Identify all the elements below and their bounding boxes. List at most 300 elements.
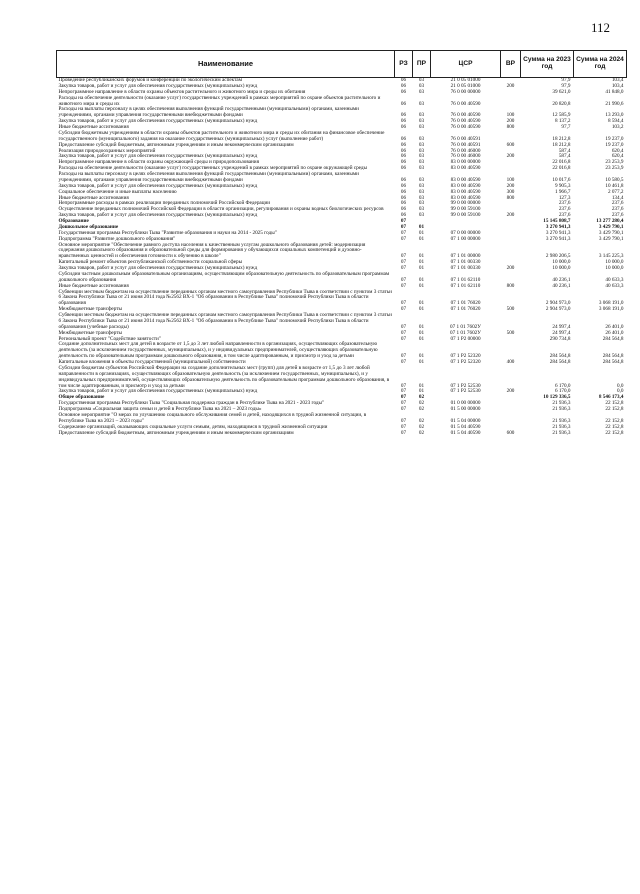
cell-vr: 400 bbox=[506, 359, 515, 365]
cell-name: Социальное обеспечение и иные выплаты населению bbox=[58, 188, 177, 195]
cell-name: Субвенции местным бюджетам на осуществление переданных органам местного самоуправления Республики Тыва в соответствии с пунктом 3 статьи 6 Закона Республики Тыва от 21 июня 2014 года №2562 ВХ-1 "Об образовании в Республике Тыва" полномочий Республики Тыва в области образования bbox=[58, 288, 392, 307]
cell-sum-2024: 23 253,9 bbox=[605, 165, 624, 172]
cell-rz: 06 bbox=[400, 100, 407, 107]
cell-csr: 07 1 01 00330 bbox=[450, 259, 481, 266]
cell-sum-2024: 23 253,9 bbox=[605, 159, 624, 166]
cell-name: Содержание организаций, оказывающих социальные услуги семьям, детям, находящимся в трудной жизненной ситуации bbox=[58, 423, 328, 430]
cell-name: Основное мероприятие "О мерах по улучшению социального обслуживания семей и детей, находящихся в трудной жизненной ситуации, в Республике Тыва на 2021 – 2023 годы" bbox=[58, 411, 367, 424]
cell-pr: 03 bbox=[418, 182, 425, 189]
cell-name: Подпрограмма «Социальная защита семьи и детей в Республике Тыва на 2021 – 2023 годы» bbox=[58, 406, 262, 412]
cell-sum-2023: 9 905,3 bbox=[554, 182, 571, 189]
cell-name: Региональный проект "Содействие занятости" bbox=[58, 335, 161, 342]
cell-csr: 07 1 Р2 52530 bbox=[450, 388, 481, 395]
cell-rz: 07 bbox=[400, 235, 407, 242]
cell-sum-2024: 22 152,8 bbox=[605, 406, 624, 412]
cell-sum-2023: 21 936,3 bbox=[552, 417, 571, 424]
cell-sum-2024: 620,4 bbox=[611, 153, 624, 160]
cell-name: Образование bbox=[58, 218, 89, 224]
cell-vr bbox=[501, 313, 521, 331]
cell-sum-2024: 237,6 bbox=[611, 212, 624, 219]
cell-pr: 03 bbox=[418, 153, 425, 160]
cell-pr: 01 bbox=[418, 229, 425, 236]
cell-rz: 06 bbox=[400, 88, 407, 95]
cell-csr: 76 0 00 40591 bbox=[450, 135, 481, 142]
cell-csr: 07 1 01 76020 bbox=[450, 306, 481, 313]
cell-rz: 06 bbox=[400, 165, 407, 172]
cell-sum-2023: 40 236,1 bbox=[552, 282, 571, 289]
cell-rz: 06 bbox=[400, 135, 407, 142]
cell-name: Основное мероприятие "Обеспечение равного доступа населения к качественным услугам дошкольного образования детей: модернизация содержания дошкольного образования и образовательной среды для формирования у обучающихся социальных компетенций и духовно-нравственных ценностей и обеспечения готовности к обучению в школе" bbox=[58, 241, 366, 260]
cell-name: Предоставление субсидий бюджетным, автономным учреждениям и иным некоммерческим организациям bbox=[58, 429, 294, 436]
cell-name: Непрограммные расходы в рамках реализации переданных полномочий Российской Федерации bbox=[58, 200, 271, 207]
cell-pr: 01 bbox=[418, 306, 425, 313]
cell-pr: 01 bbox=[418, 259, 425, 266]
cell-rz: 07 bbox=[400, 223, 407, 230]
cell-csr: 83 0 00 40590 bbox=[450, 165, 481, 172]
cell-rz: 07 bbox=[400, 265, 407, 271]
table-row bbox=[57, 290, 627, 308]
cell-vr: 200 bbox=[506, 265, 515, 271]
cell-pr: 02 bbox=[418, 394, 425, 401]
cell-name: Общее образование bbox=[58, 394, 105, 401]
cell-pr: 01 bbox=[418, 253, 425, 260]
cell-sum-2023: 21 936,3 bbox=[552, 423, 571, 430]
header-rz: РЗ bbox=[395, 51, 413, 78]
header-sum-2024: Сумма на 2024 год bbox=[574, 51, 627, 78]
cell-sum-2024: 620,4 bbox=[611, 147, 624, 154]
cell-csr: 01 5 04 40590 bbox=[450, 429, 481, 436]
cell-vr bbox=[501, 131, 521, 143]
cell-sum-2024: 10 461,8 bbox=[605, 182, 624, 189]
cell-pr: 03 bbox=[418, 77, 425, 83]
cell-sum-2023: 10 129 336,5 bbox=[543, 394, 571, 401]
cell-sum-2023: 2 904 973,0 bbox=[545, 300, 571, 307]
cell-rz: 06 bbox=[400, 200, 407, 207]
cell-sum-2023: 237,6 bbox=[558, 200, 571, 207]
cell-sum-2024: 10 580,5 bbox=[605, 176, 624, 183]
cell-csr: 76 0 00 46000 bbox=[450, 147, 481, 154]
cell-name: Капитальный ремонт объектов республиканской собственности социальной сферы bbox=[58, 259, 243, 266]
cell-rz: 07 bbox=[400, 282, 407, 289]
cell-sum-2023: 10 000,0 bbox=[552, 265, 571, 271]
cell-csr: 01 5 04 40590 bbox=[450, 423, 481, 430]
table-row bbox=[57, 243, 627, 261]
cell-sum-2023: 22 016,8 bbox=[552, 165, 571, 172]
cell-csr: 76 0 00 40591 bbox=[450, 141, 481, 148]
page-number: 112 bbox=[590, 20, 610, 35]
cell-name: Закупка товаров, работ и услуг для обеспечения государственных (муниципальных) нужд bbox=[58, 82, 258, 89]
cell-sum-2024: 13 277 280,4 bbox=[596, 218, 624, 224]
cell-rz: 07 bbox=[400, 329, 407, 336]
header-sum-2023: Сумма на 2023 год bbox=[521, 51, 574, 78]
cell-vr: 800 bbox=[506, 282, 515, 289]
cell-pr: 03 bbox=[418, 82, 425, 89]
cell-vr: 200 bbox=[506, 153, 515, 160]
cell-csr: 07 1 Р2 52320 bbox=[450, 353, 481, 360]
cell-name: Закупка товаров, работ и услуг для обеспечения государственных (муниципальных) нужд bbox=[58, 388, 258, 395]
cell-rz: 07 bbox=[400, 218, 407, 224]
cell-pr: 03 bbox=[418, 124, 425, 130]
cell-sum-2024: 237,6 bbox=[611, 200, 624, 207]
table-row bbox=[57, 366, 627, 390]
cell-sum-2024: 2 077,2 bbox=[607, 188, 624, 195]
cell-sum-2024: 3 429 790,1 bbox=[598, 229, 624, 236]
cell-sum-2024: 0,0 bbox=[617, 388, 624, 395]
cell-csr: 07 1 01 62110 bbox=[450, 282, 481, 289]
cell-sum-2023: 3 270 941,3 bbox=[545, 223, 571, 230]
cell-pr: 03 bbox=[418, 206, 425, 213]
cell-sum-2023: 237,6 bbox=[558, 212, 571, 219]
cell-csr: 99 0 00 00000 bbox=[450, 200, 481, 207]
cell-name: Субсидии бюджетам субъектов Российской Федерации на создание дополнительных мест (групп) для детей в возрасте от 1,5 до 3 лет любой направленности в организациях, осуществляющих образовательную деятельность (за исключением государственных, муниципальных), и у индивидуальных предпринимателей, осуществляющих образовательную деятельность по образовательным программам дошкольного образования, в том числе адаптированным, и присмотр и уход за детьми bbox=[58, 364, 390, 389]
cell-rz: 06 bbox=[400, 159, 407, 166]
cell-name: Закупка товаров, работ и услуг для обеспечения государственных (муниципальных) нужд bbox=[58, 265, 258, 271]
cell-csr: 07 1 Р2 00000 bbox=[450, 335, 481, 342]
cell-sum-2024: 3 429 790,1 bbox=[598, 235, 624, 242]
cell-sum-2023: 6 170,0 bbox=[554, 388, 571, 395]
cell-sum-2024: 3 068 191,0 bbox=[598, 306, 624, 313]
cell-sum-2024: 103,2 bbox=[611, 124, 624, 130]
cell-rz: 07 bbox=[400, 429, 407, 436]
cell-sum-2024: 41 848,0 bbox=[605, 88, 624, 95]
cell-sum-2023: 8 137,2 bbox=[554, 118, 571, 125]
cell-rz: 06 bbox=[400, 194, 407, 201]
cell-pr: 03 bbox=[418, 112, 425, 119]
cell-csr: 76 0 00 00000 bbox=[450, 88, 481, 95]
cell-sum-2024: 134,4 bbox=[611, 194, 624, 201]
cell-sum-2024: 8 594,4 bbox=[607, 118, 624, 125]
cell-sum-2023: 18 212,8 bbox=[552, 135, 571, 142]
table-row bbox=[57, 172, 627, 184]
cell-csr: 07 1 01 62110 bbox=[450, 276, 481, 283]
cell-vr bbox=[501, 366, 521, 390]
cell-sum-2023: 18 212,8 bbox=[552, 141, 571, 148]
cell-pr: 03 bbox=[418, 200, 425, 207]
cell-sum-2024: 8 546 173,4 bbox=[598, 394, 624, 401]
cell-csr: 76 0 00 40590 bbox=[450, 100, 481, 107]
cell-pr: 03 bbox=[418, 147, 425, 154]
cell-name: Непрограммное направление в области охраны окружающей среды и природопользования bbox=[58, 159, 259, 166]
cell-name: Межбюджетные трансферты bbox=[58, 306, 123, 313]
cell-csr: 21 0 05 01000 bbox=[450, 77, 481, 83]
cell-name: Создание дополнительных мест для детей в возрасте от 1,5 до 3 лет любой направленности в организациях, осуществляющих образовательную деятельность (за исключением государственных, муниципальных), и у индивидуальных предпринимателей, осуществляющих образовательную деятельность по образовательным программам дошкольного образования, в том числе адаптированным, и присмотр и уход за детьми bbox=[58, 341, 378, 360]
cell-csr: 83 0 00 40590 bbox=[450, 194, 481, 201]
cell-rz: 07 bbox=[400, 259, 407, 266]
cell-vr: 100 bbox=[506, 112, 515, 119]
cell-pr: 02 bbox=[418, 429, 425, 436]
cell-vr: 200 bbox=[506, 82, 515, 89]
cell-pr: 01 bbox=[418, 335, 425, 342]
cell-sum-2023: 21 936,3 bbox=[552, 406, 571, 412]
cell-name: Субсидии частным дошкольным образовательным организациям, осуществляющим образовательную деятельность по образовательным программам дошкольного образования bbox=[58, 270, 390, 283]
cell-sum-2023: 97,9 bbox=[561, 82, 571, 89]
cell-name: Расходы на обеспечение деятельности (оказание услуг) государственных учреждений в рамках мероприятий по охране окружающей среды bbox=[58, 165, 368, 172]
cell-sum-2024: 21 990,6 bbox=[605, 100, 624, 107]
table-body bbox=[57, 78, 627, 437]
cell-rz: 07 bbox=[400, 323, 407, 330]
cell-pr: 01 bbox=[418, 329, 425, 336]
cell-sum-2024: 40 633,3 bbox=[605, 276, 624, 283]
cell-name: Расходы на обеспечение деятельности (оказание услуг) государственных учреждений в рамках мероприятий по охране объектов растительного и животного мира и среды их bbox=[58, 94, 381, 107]
cell-sum-2023: 39 621,0 bbox=[552, 88, 571, 95]
cell-csr: 07 1 01 00000 bbox=[450, 253, 481, 260]
cell-pr: 01 bbox=[418, 223, 425, 230]
cell-csr: 07 1 01 7602У bbox=[450, 323, 481, 330]
cell-name: Субсидии бюджетным учреждениям в области охраны объектов растительного и животного мира и среды их обитания на финансовое обеспечение государственного (муниципального) задания на оказание государственных (муниципальных) услуг (выполнение работ) bbox=[58, 129, 385, 142]
cell-sum-2023: 22 016,8 bbox=[552, 159, 571, 166]
cell-sum-2024: 13 293,0 bbox=[605, 112, 624, 119]
cell-pr: 03 bbox=[418, 194, 425, 201]
table-header bbox=[57, 51, 627, 78]
cell-csr: 01 5 00 00000 bbox=[450, 406, 481, 412]
cell-vr: 500 bbox=[506, 329, 515, 336]
table-row bbox=[57, 431, 627, 437]
cell-csr: 83 0 00 00000 bbox=[450, 159, 481, 166]
cell-sum-2023: 284 564,8 bbox=[549, 353, 571, 360]
cell-csr: 76 0 00 46000 bbox=[450, 153, 481, 160]
cell-sum-2023: 284 564,8 bbox=[549, 359, 571, 365]
cell-sum-2023: 1 966,7 bbox=[554, 188, 571, 195]
header-pr: ПР bbox=[413, 51, 431, 78]
cell-pr: 03 bbox=[418, 135, 425, 142]
cell-sum-2024: 284 564,8 bbox=[602, 353, 624, 360]
cell-name: Иные бюджетные ассигнования bbox=[58, 282, 129, 289]
cell-name: Осуществление переданных полномочий Российской Федерации в области организации, регулирования и охраны водных биологических ресурсов bbox=[58, 206, 384, 213]
cell-rz: 07 bbox=[400, 406, 407, 412]
cell-sum-2024: 26 401,0 bbox=[605, 329, 624, 336]
cell-pr: 01 bbox=[418, 382, 425, 389]
cell-name: Дошкольное образование bbox=[58, 223, 119, 230]
cell-rz: 07 bbox=[400, 306, 407, 313]
cell-vr: 500 bbox=[506, 306, 515, 313]
cell-sum-2023: 97,7 bbox=[561, 124, 571, 130]
cell-rz: 07 bbox=[400, 353, 407, 360]
cell-sum-2023: 10 017,6 bbox=[552, 176, 571, 183]
cell-pr: 02 bbox=[418, 406, 425, 412]
cell-sum-2024: 22 152,8 bbox=[605, 429, 624, 436]
cell-csr: 07 1 01 00330 bbox=[450, 265, 481, 271]
cell-sum-2024: 103,4 bbox=[611, 77, 624, 83]
cell-sum-2023: 3 270 941,3 bbox=[545, 235, 571, 242]
cell-pr: 03 bbox=[418, 118, 425, 125]
cell-rz: 06 bbox=[400, 188, 407, 195]
header-csr: ЦСР bbox=[431, 51, 501, 78]
cell-rz: 07 bbox=[400, 423, 407, 430]
cell-sum-2024: 26 401,0 bbox=[605, 323, 624, 330]
header-name: Наименование bbox=[57, 51, 395, 78]
table-row bbox=[57, 272, 627, 284]
cell-sum-2024: 237,6 bbox=[611, 206, 624, 213]
cell-csr: 07 1 00 00000 bbox=[450, 235, 481, 242]
cell-sum-2023: 127,3 bbox=[558, 194, 571, 201]
cell-sum-2023: 24 997,4 bbox=[552, 323, 571, 330]
cell-vr: 200 bbox=[506, 182, 515, 189]
cell-pr: 01 bbox=[418, 276, 425, 283]
cell-vr: 100 bbox=[506, 176, 515, 183]
cell-name: Закупка товаров, работ и услуг для обеспечения государственных (муниципальных) нужд bbox=[58, 153, 258, 160]
cell-pr: 02 bbox=[418, 400, 425, 407]
cell-sum-2023: 12 585,9 bbox=[552, 112, 571, 119]
cell-sum-2024: 22 152,8 bbox=[605, 400, 624, 407]
cell-sum-2023: 290 734,8 bbox=[549, 335, 571, 342]
cell-sum-2023: 10 000,0 bbox=[552, 259, 571, 266]
cell-name: Субвенции местным бюджетам на осуществление переданных органам местного самоуправления Республики Тыва в соответствии с пунктом 3 статьи 6 Закона Республики Тыва от 21 июня 2014 года №2562 ВХ-1 "Об образовании в Республике Тыва" полномочий Республики Тыва в области образования (учебные расходы) bbox=[58, 312, 392, 330]
cell-pr: 02 bbox=[418, 423, 425, 430]
cell-sum-2024: 3 145 225,3 bbox=[598, 253, 624, 260]
cell-sum-2023: 6 170,0 bbox=[554, 382, 571, 389]
cell-csr: 83 0 00 40590 bbox=[450, 176, 481, 183]
cell-rz: 07 bbox=[400, 400, 407, 407]
cell-csr: 83 0 00 40590 bbox=[450, 182, 481, 189]
cell-rz: 07 bbox=[400, 335, 407, 342]
cell-vr bbox=[501, 243, 521, 261]
cell-rz: 07 bbox=[400, 359, 407, 365]
cell-rz: 06 bbox=[400, 176, 407, 183]
cell-rz: 06 bbox=[400, 206, 407, 213]
cell-pr: 01 bbox=[418, 265, 425, 271]
cell-rz: 07 bbox=[400, 276, 407, 283]
cell-vr: 600 bbox=[506, 429, 515, 436]
cell-name: Иные бюджетные ассигнования bbox=[58, 124, 129, 130]
cell-sum-2023: 21 936,3 bbox=[552, 429, 571, 436]
table-row bbox=[57, 313, 627, 331]
cell-name: Непрограммное направление в области охраны объектов растительного и животного мира и среды их обитания bbox=[58, 88, 306, 95]
cell-vr: 200 bbox=[506, 212, 515, 219]
cell-rz: 06 bbox=[400, 141, 407, 148]
cell-pr: 01 bbox=[418, 323, 425, 330]
cell-vr: 200 bbox=[506, 388, 515, 395]
cell-sum-2024: 19 237,0 bbox=[605, 135, 624, 142]
cell-name: Иные бюджетные ассигнования bbox=[58, 194, 129, 201]
cell-sum-2023: 40 236,1 bbox=[552, 276, 571, 283]
cell-vr: 800 bbox=[506, 124, 515, 130]
budget-table bbox=[56, 50, 627, 436]
cell-sum-2024: 284 564,8 bbox=[602, 335, 624, 342]
cell-pr: 03 bbox=[418, 212, 425, 219]
cell-csr: 07 1 Р2 52530 bbox=[450, 382, 481, 389]
cell-sum-2024: 22 152,8 bbox=[605, 417, 624, 424]
cell-pr: 03 bbox=[418, 176, 425, 183]
cell-vr: 600 bbox=[506, 141, 515, 148]
cell-rz: 06 bbox=[400, 153, 407, 160]
cell-sum-2023: 587,4 bbox=[558, 153, 571, 160]
cell-vr bbox=[501, 96, 521, 108]
cell-vr bbox=[501, 290, 521, 308]
cell-sum-2023: 24 997,4 bbox=[552, 329, 571, 336]
cell-sum-2023: 587,4 bbox=[558, 147, 571, 154]
cell-sum-2024: 3 068 191,0 bbox=[598, 300, 624, 307]
cell-rz: 06 bbox=[400, 182, 407, 189]
cell-pr: 01 bbox=[418, 359, 425, 365]
cell-csr: 76 0 00 40590 bbox=[450, 118, 481, 125]
cell-pr: 03 bbox=[418, 141, 425, 148]
cell-rz: 06 bbox=[400, 212, 407, 219]
cell-name: Государственная программа Республики Тыва "Развитие образования и науки на 2014 - 2025 годы" bbox=[58, 229, 277, 236]
cell-name: Реализация природоохранных мероприятий bbox=[58, 147, 156, 154]
cell-csr: 99 0 00 59100 bbox=[450, 206, 481, 213]
cell-sum-2024: 284 564,8 bbox=[602, 359, 624, 365]
cell-pr: 02 bbox=[418, 417, 425, 424]
cell-sum-2024: 40 633,3 bbox=[605, 282, 624, 289]
cell-csr: 01 0 00 00000 bbox=[450, 400, 481, 407]
cell-csr: 07 0 00 00000 bbox=[450, 229, 481, 236]
cell-sum-2023: 20 820,8 bbox=[552, 100, 571, 107]
cell-rz: 06 bbox=[400, 112, 407, 119]
cell-vr: 800 bbox=[506, 194, 515, 201]
cell-pr: 03 bbox=[418, 159, 425, 166]
cell-vr: 300 bbox=[506, 188, 515, 195]
cell-sum-2024: 103,4 bbox=[611, 82, 624, 89]
cell-sum-2024: 19 237,0 bbox=[605, 141, 624, 148]
cell-vr: 200 bbox=[506, 118, 515, 125]
cell-sum-2024: 10 000,0 bbox=[605, 259, 624, 266]
cell-rz: 06 bbox=[400, 118, 407, 125]
cell-csr: 99 0 00 59100 bbox=[450, 212, 481, 219]
cell-csr: 01 5 04 00000 bbox=[450, 417, 481, 424]
cell-pr: 03 bbox=[418, 100, 425, 107]
table-row bbox=[57, 413, 627, 425]
cell-rz: 07 bbox=[400, 300, 407, 307]
cell-pr: 03 bbox=[418, 88, 425, 95]
cell-vr bbox=[501, 272, 521, 284]
cell-csr: 07 1 01 76020 bbox=[450, 300, 481, 307]
cell-sum-2023: 2 904 973,0 bbox=[545, 306, 571, 313]
cell-rz: 06 bbox=[400, 124, 407, 130]
cell-rz: 07 bbox=[400, 394, 407, 401]
cell-name: Межбюджетные трансферты bbox=[58, 329, 123, 336]
cell-vr bbox=[501, 342, 521, 360]
cell-name: Закупка товаров, работ и услуг для обеспечения государственных (муниципальных) нужд bbox=[58, 182, 258, 189]
cell-rz: 07 bbox=[400, 253, 407, 260]
cell-vr bbox=[501, 413, 521, 425]
cell-csr: 21 0 05 01000 bbox=[450, 82, 481, 89]
cell-sum-2023: 3 270 941,3 bbox=[545, 229, 571, 236]
cell-sum-2023: 21 936,3 bbox=[552, 400, 571, 407]
cell-csr: 76 0 00 40590 bbox=[450, 112, 481, 119]
cell-pr: 01 bbox=[418, 388, 425, 395]
cell-name: Закупка товаров, работ и услуг для обеспечения государственных (муниципальных) нужд bbox=[58, 118, 258, 125]
cell-sum-2024: 22 152,8 bbox=[605, 423, 624, 430]
cell-rz: 06 bbox=[400, 77, 407, 83]
header-vr: ВР bbox=[501, 51, 521, 78]
cell-rz: 06 bbox=[400, 147, 407, 154]
cell-name: Капитальные вложения в объекты государственной (муниципальной) собственности bbox=[58, 359, 246, 365]
table-row bbox=[57, 342, 627, 360]
cell-sum-2024: 3 429 790,1 bbox=[598, 223, 624, 230]
cell-name: Подпрограмма "Развитие дошкольного образования" bbox=[58, 235, 176, 242]
cell-pr: 03 bbox=[418, 188, 425, 195]
cell-name: Предоставление субсидий бюджетным, автономным учреждениям и иным некоммерческим организациям bbox=[58, 141, 294, 148]
cell-pr: 01 bbox=[418, 282, 425, 289]
cell-sum-2023: 237,6 bbox=[558, 206, 571, 213]
cell-sum-2024: 10 000,0 bbox=[605, 265, 624, 271]
cell-csr: 07 1 Р2 52320 bbox=[450, 359, 481, 365]
cell-pr: 01 bbox=[418, 235, 425, 242]
cell-name: Проведение республиканских форумов и конференций по экологическим аспектам bbox=[58, 77, 243, 83]
cell-rz: 07 bbox=[400, 382, 407, 389]
table-row bbox=[57, 131, 627, 143]
cell-pr: 01 bbox=[418, 300, 425, 307]
cell-rz: 07 bbox=[400, 417, 407, 424]
cell-rz: 07 bbox=[400, 229, 407, 236]
cell-pr: 03 bbox=[418, 165, 425, 172]
cell-rz: 06 bbox=[400, 82, 407, 89]
cell-name: Государственная программа Республики Тыва "Социальная поддержка граждан в Республике Тыва на 2021 - 2023 годы" bbox=[58, 400, 325, 407]
cell-sum-2024: 0,0 bbox=[617, 382, 624, 389]
cell-rz: 07 bbox=[400, 388, 407, 395]
cell-pr: 01 bbox=[418, 353, 425, 360]
cell-sum-2023: 2 980 206,5 bbox=[545, 253, 571, 260]
